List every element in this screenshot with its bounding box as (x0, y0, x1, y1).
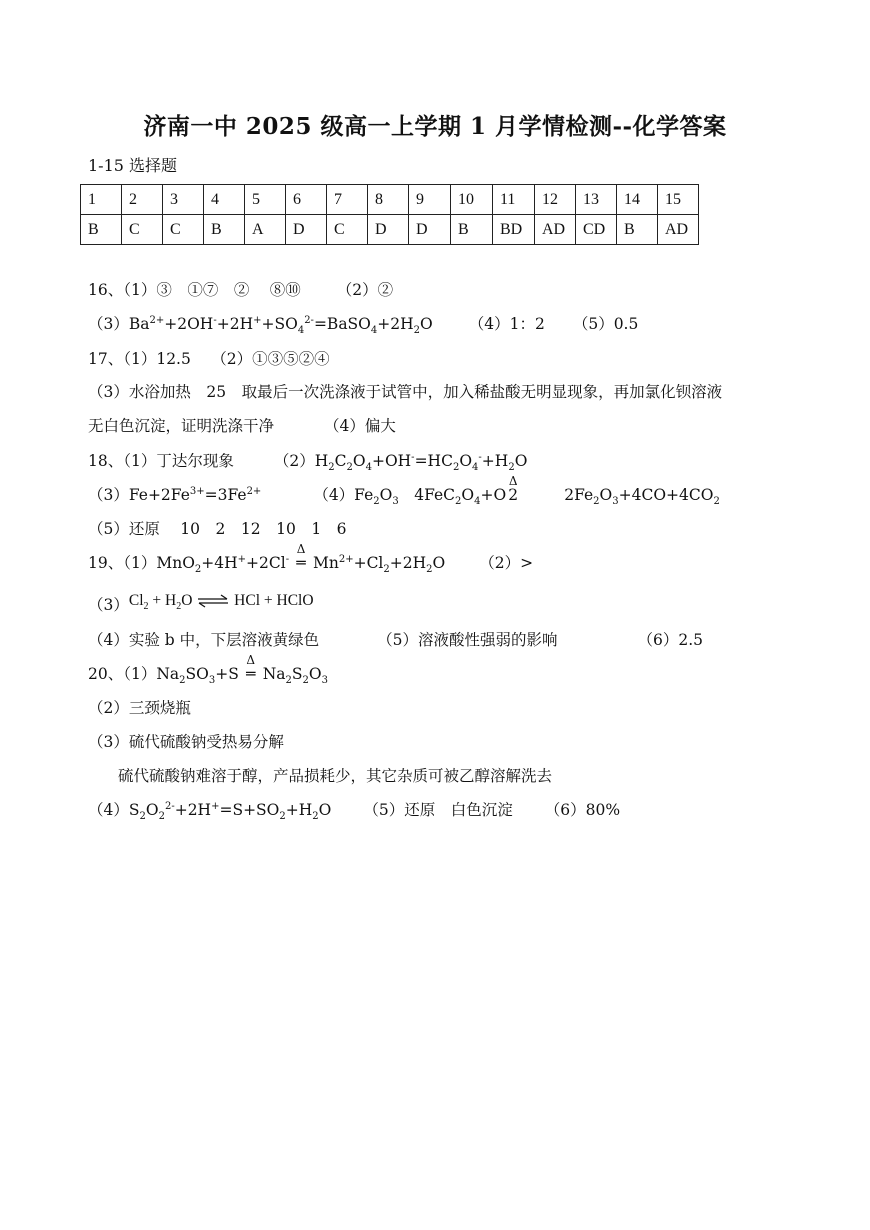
q20-line-1 (88, 653, 328, 687)
q16-part-4: （4）1：2 (468, 315, 545, 333)
q19-line-2: $(3)Cl_2 + H_2O$ HCl + HClO (88, 592, 314, 614)
heating-condition-icon: Δ 2 (508, 474, 519, 504)
q19-part-6: （6）2.5 (637, 631, 704, 649)
q19-line-1 (88, 542, 534, 576)
heating-condition-icon: Δ ═ (296, 542, 306, 572)
mc-answer: C (327, 215, 368, 245)
mc-answer: B (451, 215, 493, 245)
mc-answer: C (163, 215, 204, 245)
mc-number: 3 (163, 185, 204, 215)
mc-answer: D (368, 215, 409, 245)
mc-answer: B (617, 215, 658, 245)
mc-answer: AD (535, 215, 576, 245)
q19-line-3: （4）实验 b 中，下层溶液黄绿色 （5）溶液酸性强弱的影响 （6）2.5 (88, 631, 704, 649)
q20-ionic-equation: $(4)S_2O_2^{2-}+2H^+=S+SO_2+H_2O$ (88, 800, 332, 823)
q19-equation: 19、（1）MnO$_2$+4H++2Cl- Δ ═ $Mn^{2+}+Cl_2+2H_2O$ (88, 542, 446, 576)
mc-number: 5 (245, 185, 286, 215)
q16-ionic-equation: $(3)Ba^{2+}+2OH^-+2H^++SO_4^{2-}=BaSO_4+2H_2O$ (88, 314, 433, 337)
q20-part-5: （5）还原 白色沉淀 (363, 801, 513, 819)
mc-number: 1 (81, 185, 122, 215)
q16-part-1: 16、（1）③ ①⑦ ② ⑧⑩ (88, 281, 301, 299)
q17-part-4: （4）偏大 (324, 417, 396, 435)
mc-number: 8 (368, 185, 409, 215)
mc-answer: B (81, 215, 122, 245)
mc-answer-table (80, 184, 699, 245)
q16-line-2 (88, 314, 639, 337)
q19-part-5: （5）溶液酸性强弱的影响 (377, 631, 558, 649)
q18-line-1: 18、（1）丁达尔现象 $(2)H_2C_2O_4+OH^-=HC_2O_4^-+H_2O$ (88, 451, 528, 474)
q17-line-3: 无白色沉淀，证明洗涤干净 （4）偏大 (88, 417, 396, 435)
q16-part-2: （2）② (336, 281, 394, 299)
q16-line-1 (88, 280, 393, 300)
mc-number: 9 (409, 185, 451, 215)
mc-answer: A (245, 215, 286, 245)
mc-answer: CD (576, 215, 617, 245)
mc-number: 4 (204, 185, 245, 215)
page-title: 济南一中 2025 级高一上学期 1 月学情检测--化学答案 (143, 113, 727, 140)
q17-line-2: （3）水浴加热 25 取最后一次洗涤液于试管中，加入稀盐酸无明显现象，再加氯化钡溶液 (88, 383, 723, 401)
mc-number: 10 (451, 185, 493, 215)
q18-line-3: （5）还原 10 2 12 10 1 6 (88, 520, 347, 538)
heating-condition-icon: Δ ═ (246, 653, 256, 683)
mc-number: 15 (658, 185, 699, 215)
reversible-arrow-icon (196, 594, 230, 608)
mc-number: 14 (617, 185, 658, 215)
mc-number: 11 (493, 185, 535, 215)
q20-line-4: 硫代硫酸钠难溶于醇，产品损耗少，其它杂质可被乙醇溶解洗去 (118, 767, 553, 785)
mc-number: 13 (576, 185, 617, 215)
mc-heading: 1-15 选择题 (88, 156, 178, 175)
q20-line-2: （2）三颈烧瓶 (88, 699, 191, 717)
q20-part-6: （6）80% (544, 801, 621, 819)
q19-equilibrium-equation: $Cl_2 + H_2O$ HCl + HClO (128, 592, 314, 613)
mc-answer-row (81, 215, 699, 245)
q18-line-2 (88, 474, 720, 508)
q20-line-5 (88, 800, 621, 823)
q16-part-5: （5）0.5 (572, 315, 639, 333)
q17-line-1: 17、（1）12.5 （2）①③⑤②④ (88, 350, 330, 368)
q20-line-3: （3）硫代硫酸钠受热易分解 (88, 733, 284, 751)
mc-number: 7 (327, 185, 368, 215)
q18-decomposition-equation: $(4)Fe_2O_3$ $4FeC_2O_4+O$ Δ 2 $2Fe_2O_3+4CO+4CO_2$ (313, 474, 720, 508)
mc-answer: D (286, 215, 327, 245)
mc-answer: D (409, 215, 451, 245)
mc-answer: BD (493, 215, 535, 245)
q18-iron-equation: $(3)Fe+2Fe^{3+}=3Fe^{2+}$ (88, 485, 262, 504)
mc-answer: AD (658, 215, 699, 245)
mc-number: 2 (122, 185, 163, 215)
mc-number: 6 (286, 185, 327, 215)
mc-number-row (81, 185, 699, 215)
q18-ionic-equation: $(2)H_2C_2O_4+OH^-=HC_2O_4^-+H_2O$ (273, 451, 528, 474)
mc-answer: B (204, 215, 245, 245)
q19-part-2: （2）> (479, 554, 534, 572)
mc-number: 12 (535, 185, 576, 215)
mc-answer: C (122, 215, 163, 245)
q20-equation: 20、$(1)Na_2SO_3+S$ Δ ═ $Na_2S_2O_3$ (88, 653, 328, 687)
